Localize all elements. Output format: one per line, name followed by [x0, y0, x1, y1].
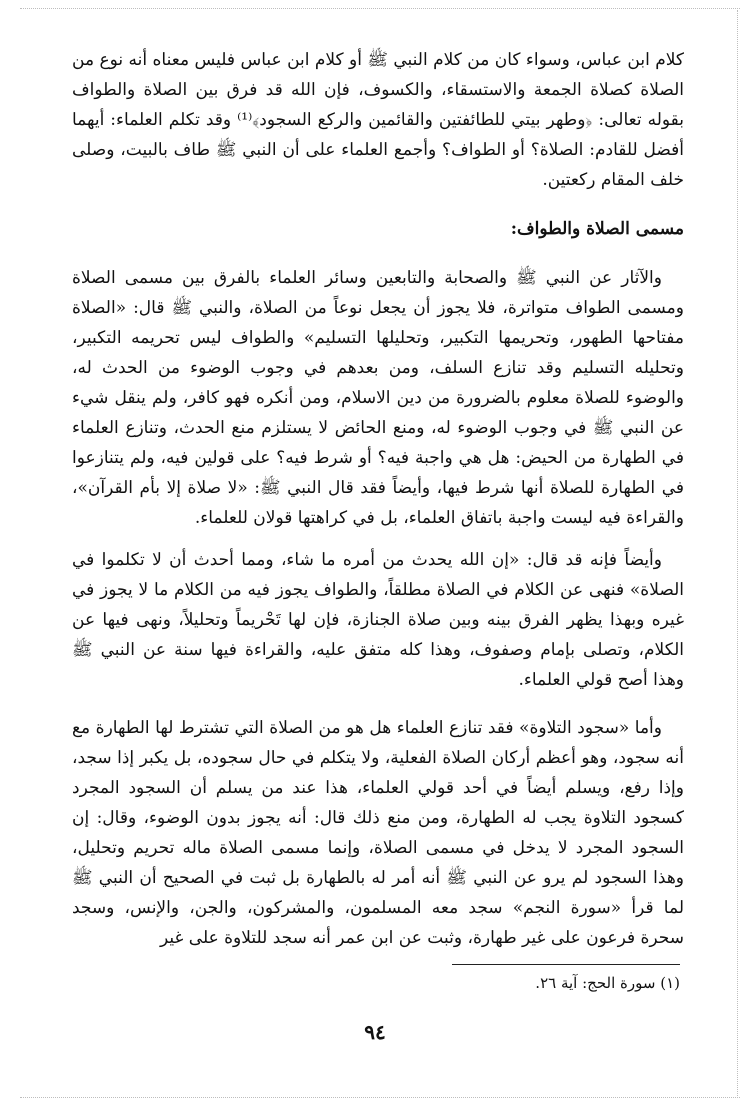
scan-edge-bottom — [20, 1097, 740, 1098]
paragraph-4: وأما «سجود التلاوة» فقد تنازع العلماء هل هو من الصلاة التي تشترط لها الطهارة مع أنه سجود، وهو أعظم أركان الصلاة الفعلية، ولا يتكلم في حال سجوده، بل يكبر إذا سجد، وإذا رفع، ويسلم أيضاً في أحد قولي العلماء، هذا عند من يسلم أن السجود المجرد كسجود التلاوة يجب له الطهارة، ومن منع ذلك قال: أنه يجوز بدون الوضوء، وقال: إن السجود المجرد لا يدخل في مسمى الصلاة، وإنما مسمى الصلاة ماله تحريم وتحليل، وهذا السجود لم يرو عن النبي ﷺ أنه أمر له بالطهارة بل ثبت في الصحيح أن النبي ﷺ لما قرأ «سورة النجم» سجد معه المسلمون، والمشركون، والجن، والإنس، وسجد سحرة فرعون على غير طهارة، وثبت عن ابن عمر أنه سجد للتلاوة على غير — [72, 718, 684, 948]
paragraph-3: وأيضاً فإنه قد قال: «إن الله يحدث من أمره ما شاء، ومما أحدث أن لا تكلموا في الصلاة» فنهى عن الكلام في الصلاة مطلقاً، والطواف يجوز فيه من الكلام ما لا يجوز في غيره وبهذا يظهر الفرق بينه وبين صلاة الجنازة، فإن لها تَحْريماً وتحليلاً، ونهى فيها عن الكلام، وتصلى بإمام وصفوف، وهذا كله متفق عليه، والقراءة فيها سنة عن النبي ﷺ وهذا أصح قولي العلماء. — [72, 550, 684, 690]
paragraph-1: كلام ابن عباس، وسواء كان من كلام النبي ﷺ أو كلام ابن عباس فليس معناه أنه نوع من الصلاة كصلاة الجمعة والاستسقاء، والكسوف، فإن الله قد فرق بين الصلاة والطواف بقوله تعالى: ﴿وطهر بيتي للطائفتين والقائمين والركع السجود﴾⁽¹⁾ وقد تكلم العلماء: أيهما أفضل للقادم: الصلاة؟ أو الطواف؟ وأجمع العلماء على أن النبي ﷺ طاف بالبيت، وصلى خلف المقام ركعتين. — [72, 50, 684, 190]
footnote: (١) سورة الحج: آية ٢٦. — [535, 974, 680, 992]
paragraph-2: والآثار عن النبي ﷺ والصحابة والتابعين وسائر العلماء بالفرق بين مسمى الصلاة ومسمى الطواف متواترة، فلا يجوز أن يجعل نوعاً من الصلاة، والنبي ﷺ قال: «الصلاة مفتاحها الطهور، وتحريمها التكبير، وتحليلها التسليم» والطواف ليس تحريمه التكبير، وتحليله التسليم وقد تنازع السلف، ومن بعدهم في وجوب الوضوء من الحدث له، والوضوء للصلاة معلوم بالضرورة من دين الاسلام، ومن أنكره فهو كافر، ولم ينقل شيء عن النبي ﷺ في وجوب الوضوء له، ومنع الحائض لا يستلزم منع الحدث، وتنازع العلماء في الطهارة من الحيض: هل هي واجبة فيه؟ أو شرط فيه؟ على قولين فيه، ولم يتنازعوا في الطهارة للصلاة أنها شرط فيها، وأيضاً فقد قال النبي ﷺ: «لا صلاة إلا بأم القرآن»، والقراءة فيه ليست واجبة باتفاق العلماء، بل في كراهتها قولان للعلماء. — [72, 268, 684, 528]
footnote-divider — [452, 964, 680, 965]
scan-edge-right — [737, 10, 738, 1096]
scan-edge-top — [20, 8, 740, 9]
section-heading: مسمى الصلاة والطواف: — [510, 219, 684, 239]
page-number: ٩٤ — [364, 1020, 386, 1044]
